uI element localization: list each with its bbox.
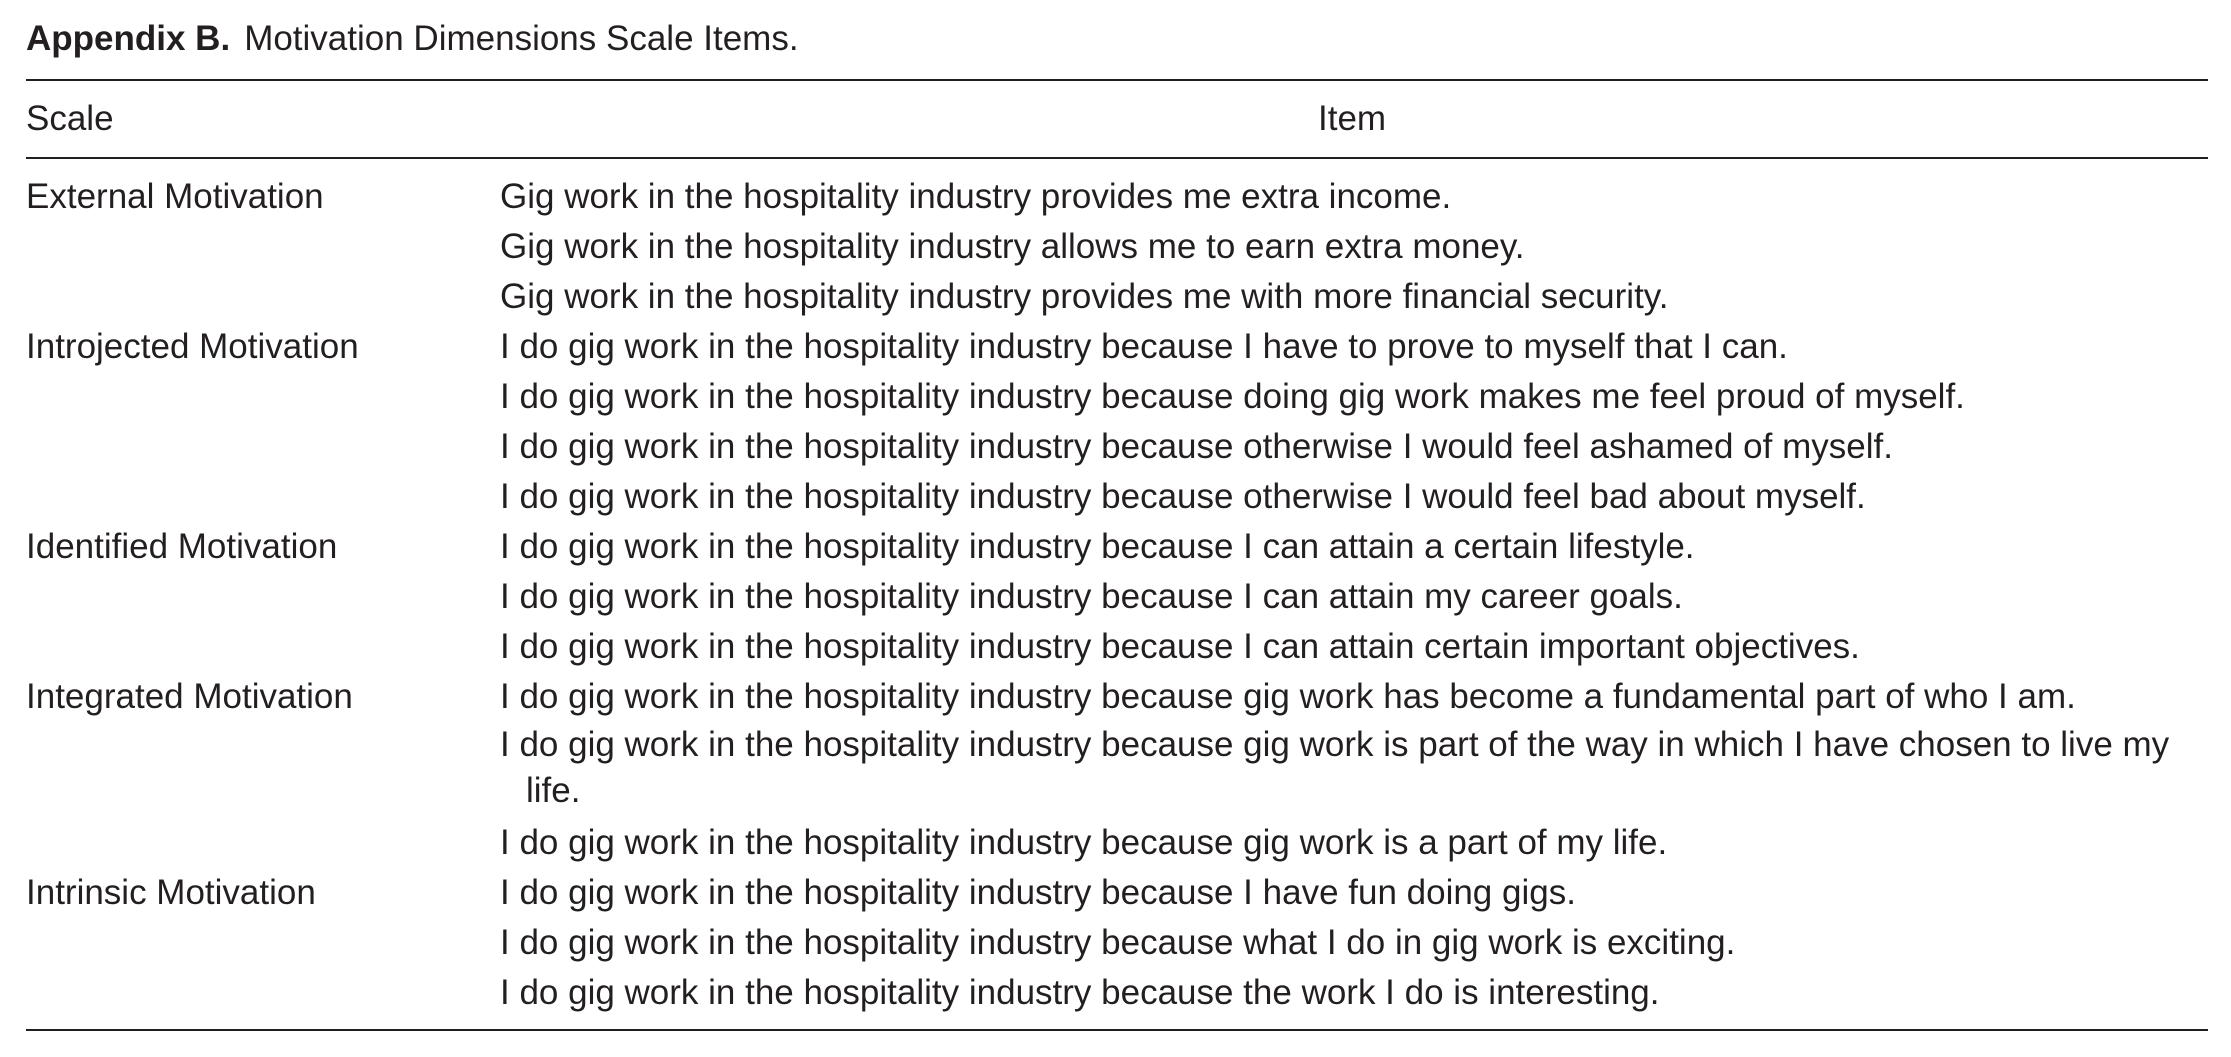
column-header-scale: Scale	[26, 99, 114, 138]
table-row: Gig work in the hospitality industry allows me to earn extra money.	[500, 227, 1525, 266]
table-row: I do gig work in the hospitality industry because what I do in gig work is exciting.	[500, 923, 1736, 962]
table-body	[26, 172, 2208, 1018]
table-row: Gig work in the hospitality industry provides me with more financial security.	[500, 277, 1669, 316]
scale-name: Intrinsic Motivation	[26, 873, 316, 912]
table-row: Gig work in the hospitality industry provides me extra income.	[500, 177, 1452, 216]
table-row: I do gig work in the hospitality industry because gig work is a part of my life.	[500, 823, 1668, 862]
scale-group-introjected	[26, 322, 2208, 522]
table-row: I do gig work in the hospitality industry because gig work has become a fundamental part of who I am.	[500, 677, 2076, 716]
scale-items	[500, 322, 2208, 522]
table-caption	[26, 14, 799, 64]
scale-group-identified	[26, 522, 2208, 672]
scale-items	[500, 868, 2208, 1018]
column-header-item: Item	[1318, 99, 1387, 138]
table-row: I do gig work in the hospitality industry because doing gig work makes me feel proud of myself.	[500, 377, 1965, 416]
table-row: I do gig work in the hospitality industry because I can attain certain important objectives.	[500, 627, 1860, 666]
table-row: I do gig work in the hospitality industry because I have fun doing gigs.	[500, 873, 1576, 912]
top-rule	[26, 79, 2208, 81]
table-row: I do gig work in the hospitality industry because I have to prove to myself that I can.	[500, 327, 1788, 366]
table-row: I do gig work in the hospitality industry because otherwise I would feel bad about myself.	[500, 477, 1866, 516]
table-row: I do gig work in the hospitality industry because the work I do is interesting.	[500, 973, 1660, 1012]
scale-group-intrinsic	[26, 868, 2208, 1018]
caption-label: Appendix B.	[26, 19, 231, 58]
table-row: I do gig work in the hospitality industry because I can attain my career goals.	[500, 577, 1683, 616]
table-row: I do gig work in the hospitality industry because I can attain a certain lifestyle.	[500, 527, 1695, 566]
table-row: I do gig work in the hospitality industry because gig work is part of the way in which I have chosen to live my life.	[500, 725, 2170, 810]
scale-items	[500, 672, 2208, 868]
scale-name: Introjected Motivation	[26, 327, 359, 366]
caption-title: Motivation Dimensions Scale Items.	[244, 19, 799, 58]
scale-items	[500, 172, 2208, 322]
scale-group-external	[26, 172, 2208, 322]
scale-items	[500, 522, 2208, 672]
scale-name: Integrated Motivation	[26, 677, 353, 716]
scale-group-integrated	[26, 672, 2208, 868]
scale-name: Identified Motivation	[26, 527, 338, 566]
header-rule	[26, 157, 2208, 159]
table-row: I do gig work in the hospitality industry because otherwise I would feel ashamed of myself.	[500, 427, 1893, 466]
bottom-rule	[26, 1029, 2208, 1031]
scale-name: External Motivation	[26, 177, 324, 216]
